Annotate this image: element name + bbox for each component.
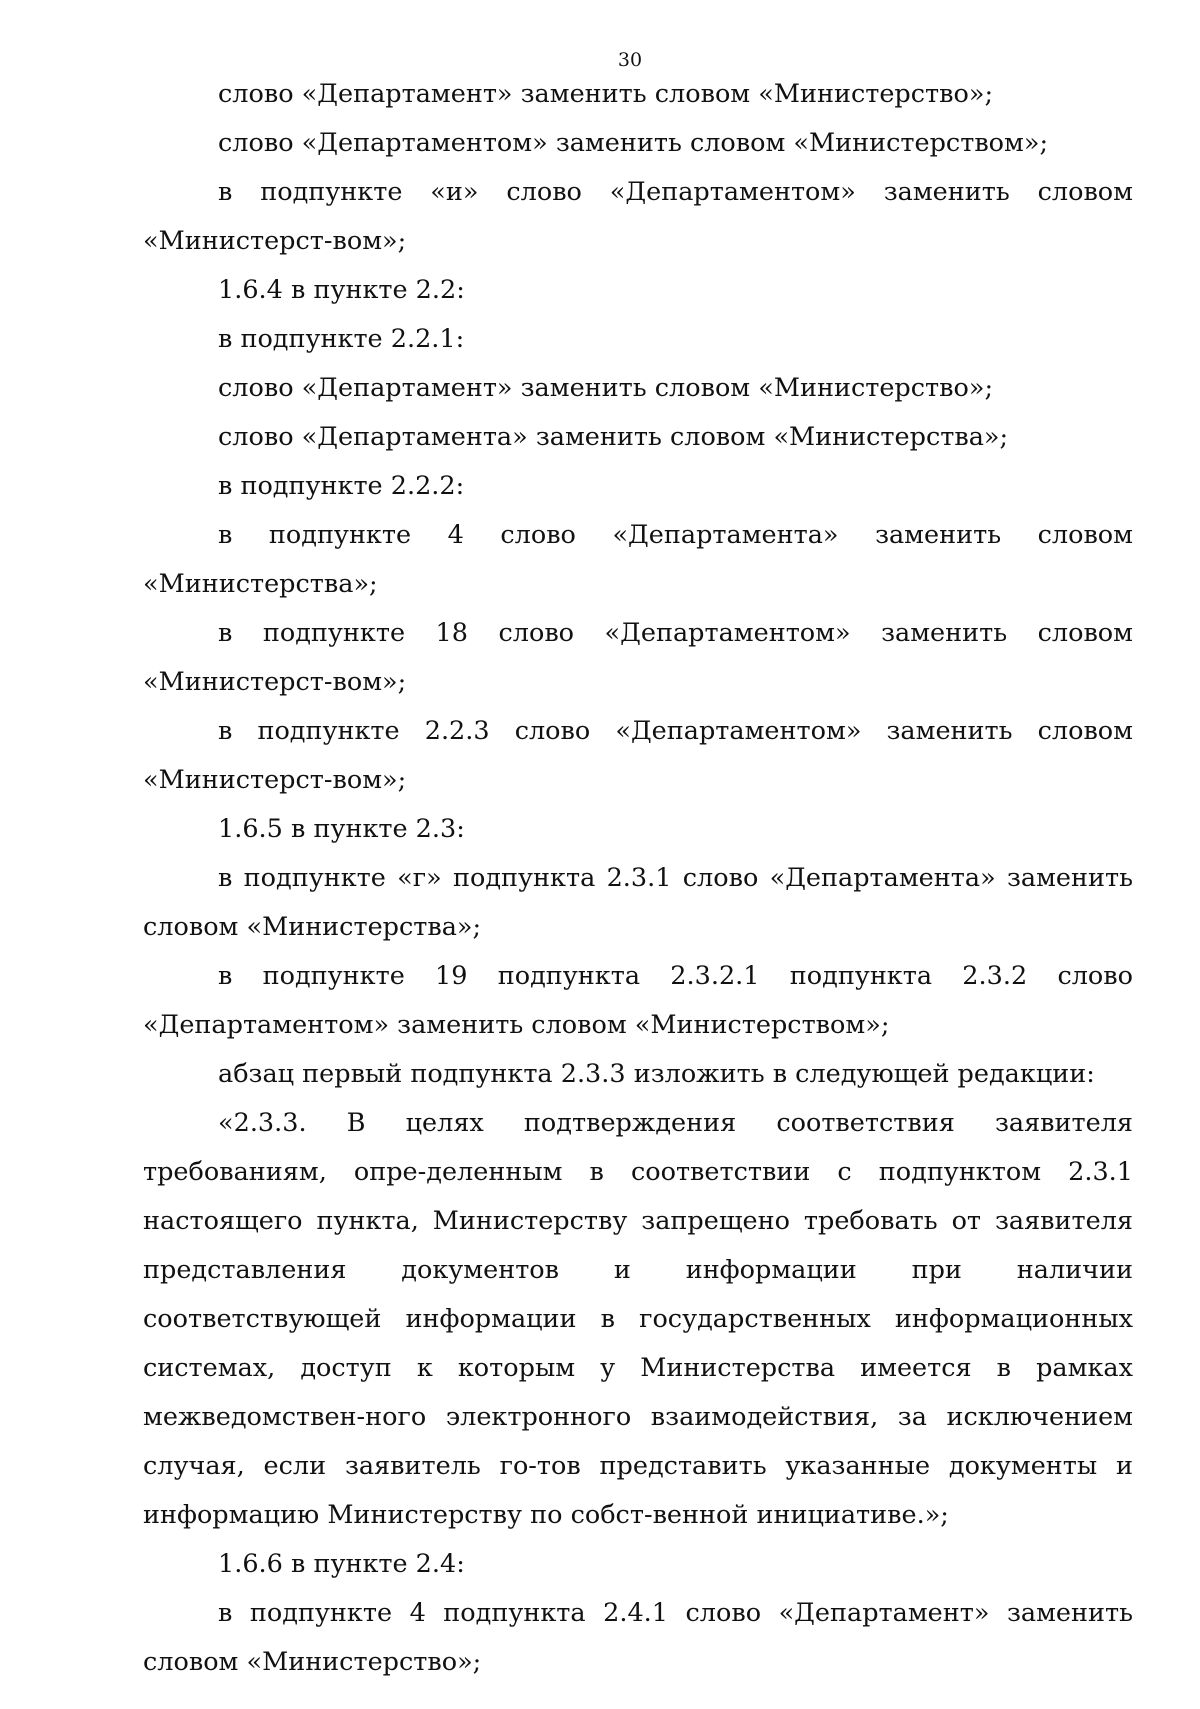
paragraph: в подпункте «и» слово «Департаментом» заменить словом «Министерст-вом»; xyxy=(143,177,1133,256)
paragraph: «2.3.3. В целях подтверждения соответствия заявителя требованиям, опре-деленным в соответствии с подпунктом 2.3.1 настоящего пункта, Министерству запрещено требовать от заявителя представления документов и информации при наличии соответствующей информации в государственных информационных системах, доступ к которым у Министерства имеется в рамках межведомствен-ного электронного взаимодействия, за исключением случая, если заявитель го-тов представить указанные документы и информацию Министерству по собст-венной инициативе.»; xyxy=(143,1108,1133,1530)
paragraph: в подпункте 2.2.2: xyxy=(218,471,465,501)
page-number: 30 xyxy=(617,49,643,71)
paragraph: в подпункте 2.2.1: xyxy=(218,324,465,354)
paragraph: 1.6.4 в пункте 2.2: xyxy=(218,275,465,305)
paragraph: в подпункте 18 слово «Департаментом» заменить словом «Министерст-вом»; xyxy=(143,618,1133,697)
paragraph: 1.6.6 в пункте 2.4: xyxy=(218,1549,465,1579)
paragraph: в подпункте 19 подпункта 2.3.2.1 подпункта 2.3.2 слово «Департаментом» заменить словом «Министерством»; xyxy=(143,961,1133,1040)
paragraph: в подпункте 4 подпункта 2.4.1 слово «Департамент» заменить словом «Министерство»; xyxy=(143,1598,1133,1677)
paragraph: в подпункте 2.2.3 слово «Департаментом» заменить словом «Министерст-вом»; xyxy=(143,716,1133,795)
paragraph: слово «Департаментом» заменить словом «Министерством»; xyxy=(218,128,1049,158)
paragraph: 1.6.5 в пункте 2.3: xyxy=(218,814,465,844)
document-body xyxy=(143,70,1133,1687)
paragraph: слово «Департамент» заменить словом «Министерство»; xyxy=(218,373,994,403)
paragraph: в подпункте 4 слово «Департамента» заменить словом «Министерства»; xyxy=(143,520,1133,599)
paragraph: слово «Департамента» заменить словом «Министерства»; xyxy=(218,422,1009,452)
paragraph: слово «Департамент» заменить словом «Министерство»; xyxy=(218,79,994,109)
paragraph: абзац первый подпункта 2.3.3 изложить в следующей редакции: xyxy=(218,1059,1095,1089)
paragraph: в подпункте «г» подпункта 2.3.1 слово «Департамента» заменить словом «Министерства»; xyxy=(143,863,1133,942)
